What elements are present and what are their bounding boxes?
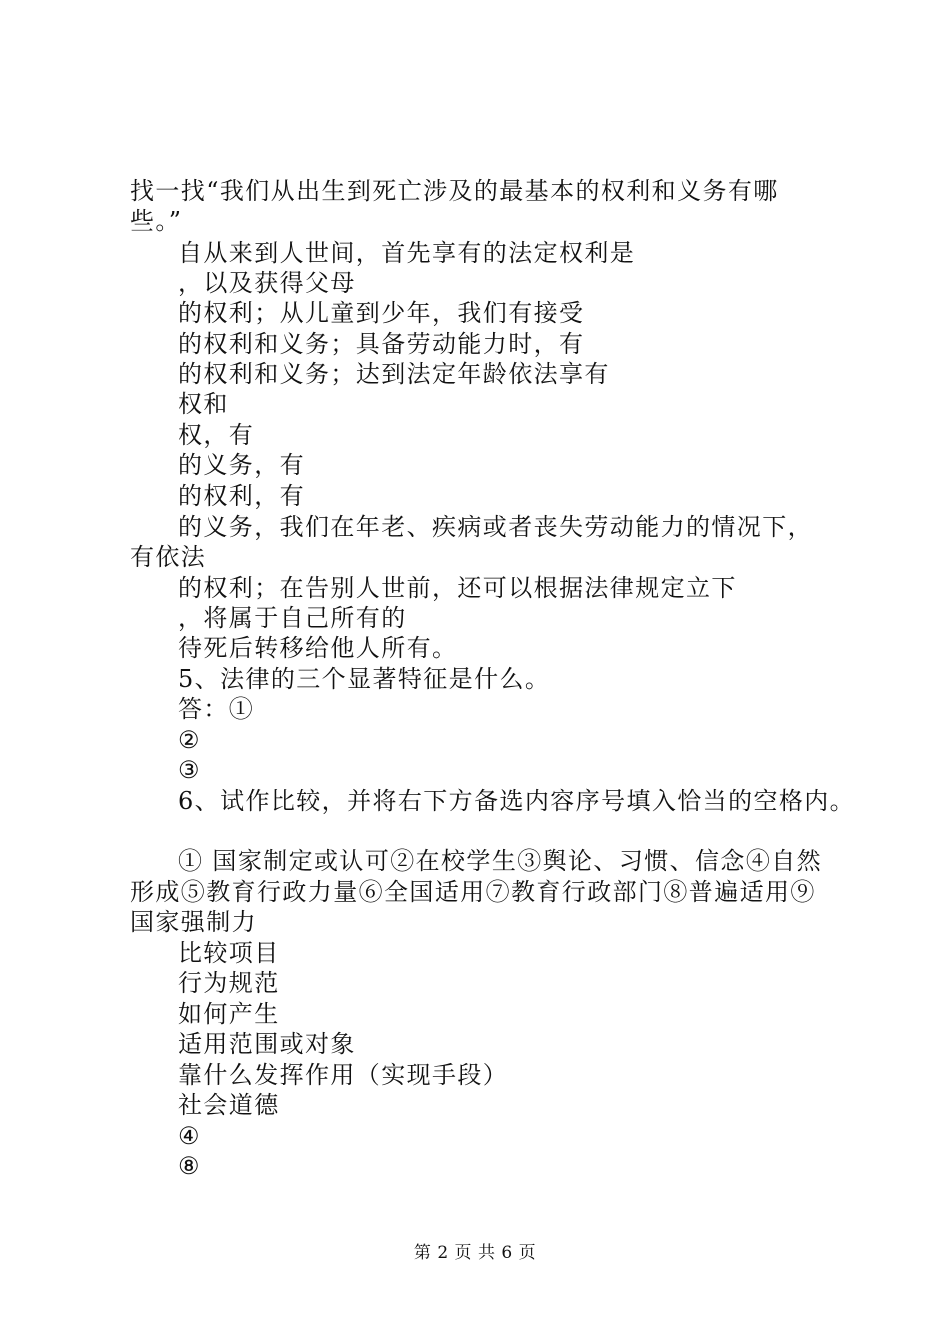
table-header-compare: 比较项目 — [178, 939, 280, 967]
answer-3: ③ — [178, 756, 201, 784]
options-line-3: 国家强制力 — [130, 908, 257, 936]
text-line-13: 有依法 — [130, 543, 207, 571]
text-line-10: 的义务，有 — [178, 451, 305, 479]
text-line-6: 的权利和义务；具备劳动能力时，有 — [178, 330, 585, 358]
table-header-norm: 行为规范 — [178, 969, 280, 997]
options-line-1: ① 国家制定或认可②在校学生③舆论、习惯、信念④自然 — [178, 847, 823, 875]
page-footer: 第 2 页 共 6 页 — [413, 1243, 537, 1263]
text-line-2: 些。” — [130, 207, 183, 235]
answer-2: ② — [178, 726, 201, 754]
text-line-1: 找一找“我们从出生到死亡涉及的最基本的权利和义务有哪 — [130, 177, 779, 205]
options-line-2: 形成⑤教育行政力量⑥全国适用⑦教育行政部门⑧普遍适用⑨ — [130, 878, 816, 906]
text-line-8: 权和 — [178, 390, 229, 418]
question-5: 5、法律的三个显著特征是什么。 — [178, 665, 551, 693]
text-line-12: 的义务，我们在年老、疾病或者丧失劳动能力的情况下， — [178, 513, 813, 541]
text-line-7: 的权利和义务；达到法定年龄依法享有 — [178, 360, 610, 388]
table-col-morality: 社会道德 — [178, 1091, 280, 1119]
text-line-14: 的权利；在告别人世前，还可以根据法律规定立下 — [178, 574, 737, 602]
text-line-15: ，将属于自己所有的 — [178, 604, 407, 632]
table-cell-8: ⑧ — [178, 1152, 201, 1180]
text-line-11: 的权利，有 — [178, 482, 305, 510]
text-line-4: ，以及获得父母 — [178, 269, 356, 297]
table-row-scope: 适用范围或对象 — [178, 1030, 356, 1058]
text-line-3: 自从来到人世间，首先享有的法定权利是 — [178, 239, 636, 267]
table-row-origin: 如何产生 — [178, 1000, 280, 1028]
question-6: 6、试作比较，并将右下方备选内容序号填入恰当的空格内。 — [178, 787, 856, 815]
table-cell-4: ④ — [178, 1122, 201, 1150]
text-line-5: 的权利；从儿童到少年，我们有接受 — [178, 299, 585, 327]
text-line-9: 权，有 — [178, 421, 255, 449]
text-line-16: 待死后转移给他人所有。 — [178, 634, 458, 662]
answer-1: 答：① — [178, 695, 255, 723]
table-row-means: 靠什么发挥作用（实现手段） — [178, 1061, 509, 1089]
